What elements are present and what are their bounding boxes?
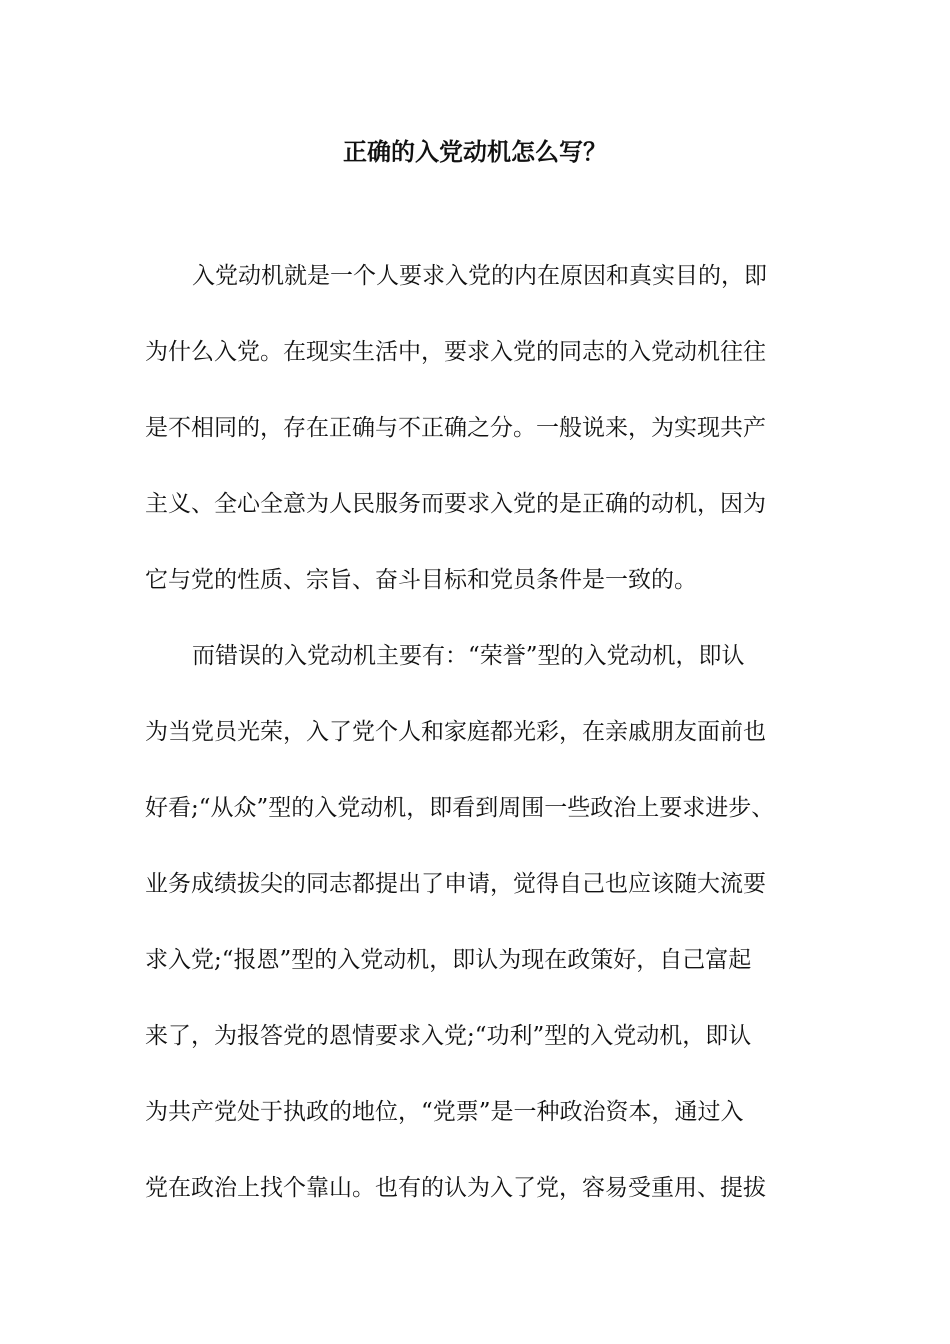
paragraph-line: 为当党员光荣，入了党个人和家庭都光彩，在亲戚朋友面前也 <box>145 719 766 745</box>
paragraph-line: 求入党;“报恩”型的入党动机，即认为现在政策好，自己富起 <box>145 947 752 973</box>
document-title: 正确的入党动机怎么写？ <box>343 137 607 166</box>
paragraph-line: 入党动机就是一个人要求入党的内在原因和真实目的，即 <box>192 263 767 289</box>
paragraph-line: 是不相同的，存在正确与不正确之分。一般说来，为实现共产 <box>145 415 766 441</box>
paragraph-line: 而错误的入党动机主要有：“荣誉”型的入党动机，即认 <box>192 643 745 669</box>
paragraph-line: 好看;“从众”型的入党动机，即看到周围一些政治上要求进步、 <box>145 795 775 821</box>
paragraph-line: 它与党的性质、宗旨、奋斗目标和党员条件是一致的。 <box>145 567 697 593</box>
paragraph-line: 为什么入党。在现实生活中，要求入党的同志的入党动机往往 <box>145 339 766 365</box>
paragraph-line: 主义、全心全意为人民服务而要求入党的是正确的动机，因为 <box>145 491 766 517</box>
paragraph-line: 业务成绩拔尖的同志都提出了申请，觉得自己也应该随大流要 <box>145 871 766 897</box>
paragraph-line: 来了，为报答党的恩情要求入党;“功利”型的入党动机，即认 <box>145 1023 752 1049</box>
paragraph-line: 为共产党处于执政的地位，“党票”是一种政治资本，通过入 <box>145 1099 744 1125</box>
paragraph-line: 党在政治上找个靠山。也有的认为入了党，容易受重用、提拔 <box>145 1175 766 1201</box>
